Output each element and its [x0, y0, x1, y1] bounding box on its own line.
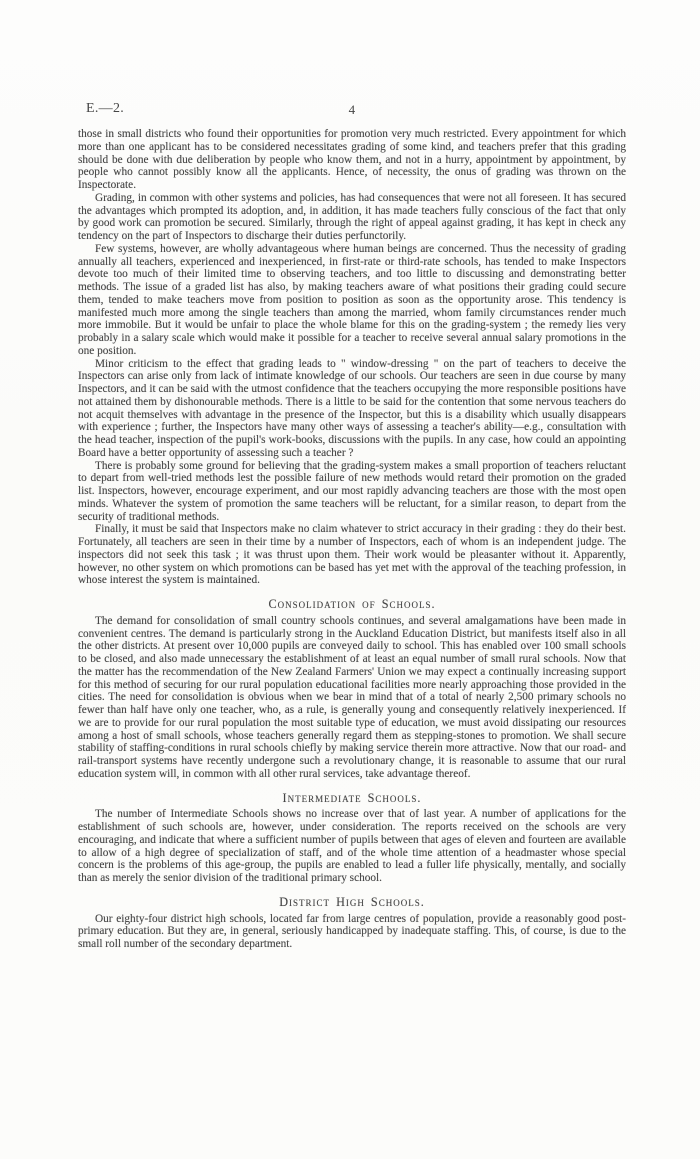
paragraph-minor-criticism: Minor criticism to the effect that grading leads to " window-dressing " on the part of teachers to deceive the Inspectors can arise only from lack of intimate knowledge of our schools. Our teachers are seen in due course by many Inspectors, and it can be said with the utmost confidence that the teachers occupying the more responsible positions have not attained them by dishonourable methods. There is a little to be said for the contention that some nervous teachers do not acquit themselves with advantage in the presence of the Inspector, but this is a disability which usually disappears with experience ; further, the Inspectors have many other ways of assessing a teacher's ability—e.g., consultation with the head teacher, inspection of the pupil's work-books, discussions with the pupils. In any case, how could an appointing Board have a better opportunity of assessing such a teacher ? [78, 357, 626, 459]
document-reference: E.—2. [86, 101, 125, 116]
section-heading-intermediate-schools: Intermediate Schools. [282, 790, 422, 805]
paragraph-intermediate-schools: The number of Intermediate Schools shows no increase over that of last year. A number of applications for the establishment of such schools are, however, under consideration. The reports received on the schools are very encouraging, and indicate that where a sufficient number of pupils between that ages of eleven and fourteen are available to allow of a high degree of specialization of staff, and of the whole time attention of a headmaster whose special concern is the problems of this age-group, the pupils are enabled to lead a fuller life physically, mentally, and socially than as merely the senior division of the traditional primary school. [78, 808, 626, 884]
page-number: 4 [348, 102, 356, 117]
paragraph-continuation: those in small districts who found their opportunities for promotion very much restricted. Every appointment for which more than one applicant has to be considered necessitates grading of some kind, and teachers prefer that this grading should be done with due deliberation by people who know them, and not in a hurry, appointment by appointment, by people who cannot possibly know all the applicants. Hence, of necessity, the onus of grading was thrown on the Inspectorate. [78, 128, 626, 191]
text-column [78, 0, 626, 951]
paragraph-finally: Finally, it must be said that Inspectors make no claim whatever to strict accuracy in their grading : they do their best. Fortunately, all teachers are seen in their time by a number of Inspectors, each of whom is an independent judge. The inspectors did not seek this task ; it was thrust upon them. Their work would be pleasanter without it. Apparently, however, no other system on which promotions can be based has yet met with the approval of the teaching profession, in whose interest the system is maintained. [78, 523, 626, 587]
section-heading-consolidation-of-schools: Consolidation of Schools. [268, 597, 436, 611]
page-header [78, 101, 626, 117]
paragraph-district-high-schools: Our eighty-four district high schools, located far from large centres of population, provide a reasonably good post-primary education. But they are, in general, seriously handicapped by inadequate staffing. This, of course, is due to the small roll number of the secondary department. [78, 912, 626, 950]
paragraph-consolidation: The demand for consolidation of small country schools continues, and several amalgamations have been made in convenient centres. The demand is particularly strong in the Auckland Education District, but manifests itself also in all the other districts. At present over 10,000 pupils are conveyed daily to school. This has enabled over 100 small schools to be closed, and also made unnecessary the establishment of at least an equal number of small rural schools. Now that the matter has the recommendation of the New Zealand Farmers' Union we may expect a continually increasing support for this method of securing for our rural population educational facilities more nearly approaching those provided in the cities. The need for consolidation is obvious when we bear in mind that of a total of nearly 2,500 primary schools no fewer than half have only one teacher, who, as a rule, is generally young and consequently relatively inexperienced. If we are to provide for our rural population the most suitable type of education, we must avoid dissipating our resources among a host of small schools, whose teachers generally regard them as stepping-stones to promotion. We shall secure stability of staffing-conditions in rural schools chiefly by making service therein more attractive. Now that our road- and rail-transport systems have recently undergone such a revolutionary change, it is reasonable to assume that our rural education system will, in common with all other rural services, take advantage thereof. [78, 614, 626, 780]
document-body [78, 128, 626, 951]
section-heading-district-high-schools: District High Schools. [279, 894, 425, 909]
paragraph-few-systems: Few systems, however, are wholly advantageous where human beings are concerned. Thus the necessity of grading annually all teachers, experienced and inexperienced, in first-rate or third-rate schools, has tended to make Inspectors devote too much of their limited time to observing teachers, and too little to discussing and demonstrating better methods. The issue of a graded list has also, by making teachers aware of what positions their grading could secure them, tended to make teachers move from position to position as soon as the opportunity arose. This tendency is manifested much more among the single teachers than among the married, whom family circumstances render much more immobile. But it would be unfair to place the whole blame for this on the grading-system ; the remedy lies very probably in a salary scale which would make it possible for a teacher to receive several annual salary promotions in the one position. [78, 242, 626, 357]
paragraph-grading-consequences: Grading, in common with other systems and policies, has had consequences that were not all foreseen. It has secured the advantages which prompted its adoption, and, in addition, it has made teachers fully conscious of the fact that only by good work can promotion be secured. Similarly, through the right of appeal against grading, it has kept in check any tendency on the part of Inspectors to discharge their duties perfunctorily. [78, 191, 626, 242]
paragraph-grading-system-proportion: There is probably some ground for believing that the grading-system makes a small proportion of teachers reluctant to depart from well-tried methods lest the possible failure of new methods would retard their promotion on the graded list. Inspectors, however, encourage experiment, and our most rapidly advancing teachers are those with the most open minds. Whatever the system of promotion the same teachers will be reluctant, for a similar reason, to depart from the security of traditional methods. [78, 459, 626, 523]
